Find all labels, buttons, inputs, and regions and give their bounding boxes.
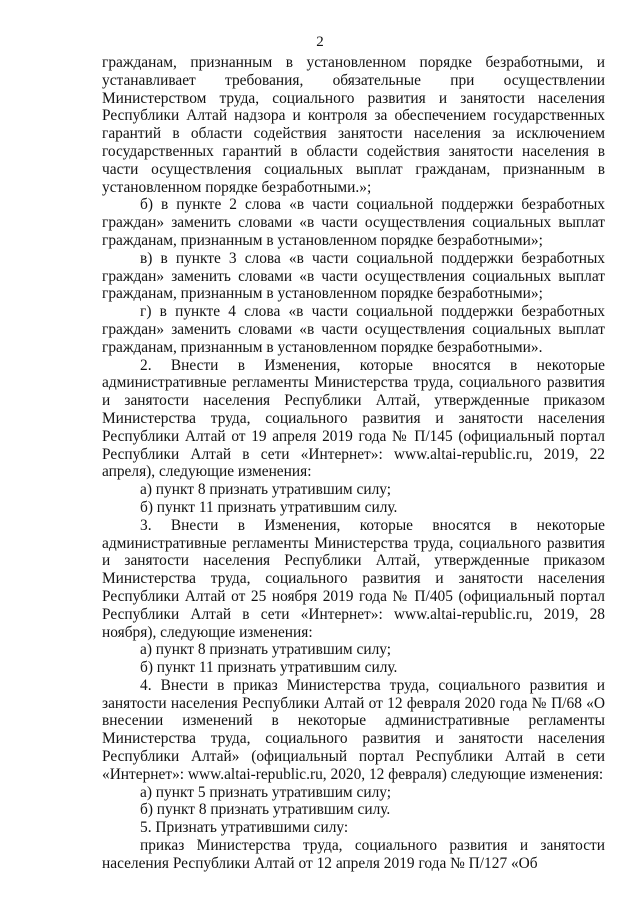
list-item: а) пункт 5 признать утратившим силу; <box>140 783 392 801</box>
page-number: 2 <box>316 34 324 50</box>
list-item: а) пункт 8 признать утратившим силу; <box>140 481 392 499</box>
document-body <box>102 54 605 873</box>
paragraph-section-3: 3. Внести в Изменения, которые вносятся в некоторые административные регламенты Министерства труда, социального развития и занятости населения Республики Алтай, утвержденные приказом Министерства труда, социального развития и занятости населения Республики Алтай от 25 ноября 2019 года № П/405 (официальный портал Республики Алтай в сети «Интернет»: www.altai-republic.ru, 2019, 28 ноября), следующие изменения: <box>102 516 605 641</box>
paragraph-item-g-point-4: г) в пункте 4 слова «в части социальной поддержки безработных граждан» заменить словами «в части осуществления социальных выплат гражданам, признанным в установленном порядке безработными». <box>102 303 605 356</box>
paragraph-section-4: 4. Внести в приказ Министерства труда, социального развития и занятости населения Республики Алтай от 12 февраля 2020 года № П/68 «О внесении изменений в некоторые административные регламенты Министерства труда, социального развития и занятости населения Республики Алтай» (официальный портал Республики Алтай в сети «Интернет»: www.altai-republic.ru, 2020, 12 февраля) следующие изменения: <box>102 676 605 783</box>
list-item: б) пункт 11 признать утратившим силу. <box>140 498 398 516</box>
paragraph-order-repeal: приказ Министерства труда, социального развития и занятости населения Республики Алтай от 12 апреля 2019 года № П/127 «Об <box>102 837 605 872</box>
paragraph-section-5: 5. Признать утратившими силу: <box>140 819 349 837</box>
list-item: б) пункт 8 признать утратившим силу. <box>140 801 391 819</box>
paragraph-continuation: гражданам, признанным в установленном порядке безработными, и устанавливает требования, обязательные при осуществлении Министерством труда, социального развития и занятости населения Республики Алтай надзора и контроля за обеспечением государственных гарантий в области содействия занятости населения за исключением государственных гарантий в области содействия занятости населения в части осуществления социальных выплат гражданам, признанным в установленном порядке безработными.»; <box>102 54 605 196</box>
list-item: б) пункт 11 признать утратившим силу. <box>140 659 398 677</box>
paragraph-item-v-point-3: в) в пункте 3 слова «в части социальной поддержки безработных граждан» заменить словами «в части осуществления социальных выплат гражданам, признанным в установленном порядке безработными»; <box>102 249 605 303</box>
paragraph-section-2: 2. Внести в Изменения, которые вносятся в некоторые административные регламенты Министерства труда, социального развития и занятости населения Республики Алтай, утвержденные приказом Министерства труда, социального развития и занятости населения Республики Алтай от 19 апреля 2019 года № П/145 (официальный портал Республики Алтай в сети «Интернет»: www.altai-republic.ru, 2019, 22 апреля), следующие изменения: <box>102 356 605 481</box>
paragraph-item-b-point-2: б) в пункте 2 слова «в части социальной поддержки безработных граждан» заменить словами «в части осуществления социальных выплат гражданам, признанным в установленном порядке безработными»; <box>102 196 605 249</box>
list-item: а) пункт 8 признать утратившим силу; <box>140 641 392 659</box>
